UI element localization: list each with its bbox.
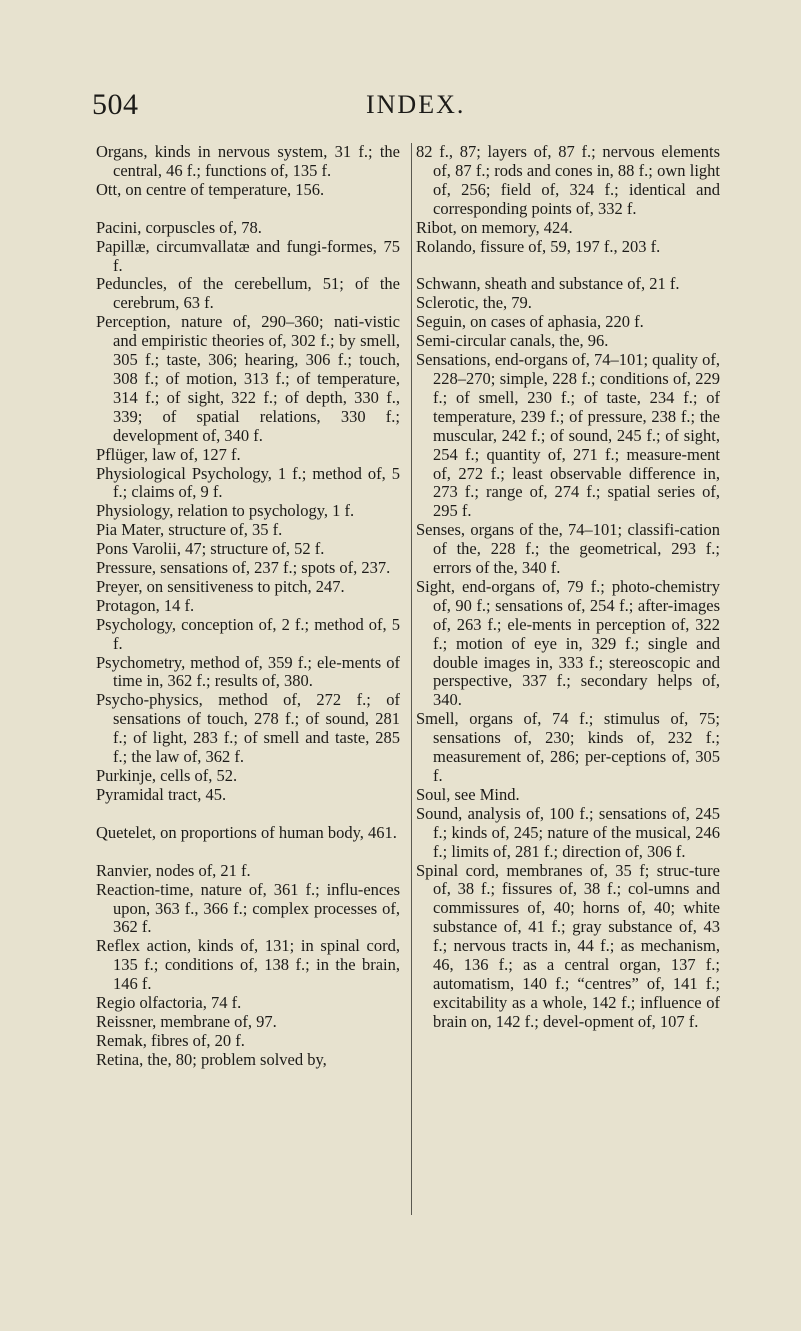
page-title: INDEX.	[366, 90, 466, 119]
index-entry: Schwann, sheath and substance of, 21 f.	[416, 274, 680, 294]
index-entry: Ribot, on memory, 424.	[416, 217, 573, 237]
index-column-left	[96, 143, 400, 1070]
index-entry: Psychometry, method of, 359 f.; ele-ments of time in, 362 f.; results of, 380.	[96, 652, 400, 691]
index-entry: Senses, organs of the, 74–101; classifi-cation of the, 228 f.; the geometrical, 293 f.; errors of the, 340 f.	[416, 520, 720, 578]
index-entry: Rolando, fissure of, 59, 197 f., 203 f.	[416, 236, 661, 256]
index-entry: Preyer, on sensitiveness to pitch, 247.	[96, 576, 345, 596]
index-entry: Semi-circular canals, the, 96.	[416, 331, 609, 351]
index-entry: Pia Mater, structure of, 35 f.	[96, 520, 283, 540]
index-entry: Soul, see Mind.	[416, 784, 520, 804]
index-entry: Sound, analysis of, 100 f.; sensations of, 245 f.; kinds of, 245; nature of the musical, 246 f.; limits of, 281 f.; direction of, 306 f.	[416, 803, 720, 861]
index-entry: Seguin, on cases of aphasia, 220 f.	[416, 312, 644, 332]
page-header	[0, 88, 801, 128]
index-entry: Reissner, membrane of, 97.	[96, 1011, 277, 1031]
index-entry: Ranvier, nodes of, 21 f.	[96, 860, 251, 880]
section-gap	[96, 200, 400, 219]
index-entry: Pyramidal tract, 45.	[96, 784, 227, 804]
index-entry: Pressure, sensations of, 237 f.; spots of, 237.	[96, 558, 391, 578]
index-entry: Remak, fibres of, 20 f.	[96, 1030, 245, 1050]
index-entry: Smell, organs of, 74 f.; stimulus of, 75; sensations of, 230; kinds of, 232 f.; measurement of, 286; per-ceptions of, 305 f.	[416, 709, 720, 785]
column-divider	[411, 143, 412, 1215]
section-gap	[416, 256, 720, 275]
index-entry: Papillæ, circumvallatæ and fungi-formes, 75 f.	[96, 236, 400, 275]
index-entry: Psycho-physics, method of, 272 f.; of sensations of touch, 278 f.; of sound, 281 f.; of light, 283 f.; of smell and taste, 285 f.; the law of, 362 f.	[96, 690, 400, 767]
index-entry: Purkinje, cells of, 52.	[96, 766, 238, 785]
index-entry: Sensations, end-organs of, 74–101; quality of, 228–270; simple, 228 f.; conditions of, 229 f.; of smell, 230 f.; of taste, 234 f.; of temperature, 239 f.; of pressure, 238 f.; the muscular, 242 f.; of sound, 245 f.; of sight, 254 f.; quantity of, 271 f.; measure-ment of, 272 f.; least observable difference in, 273 f.; range of, 274 f.; spatial series of, 295 f.	[416, 350, 720, 521]
index-entry: Quetelet, on proportions of human body, 461.	[96, 822, 397, 842]
index-entry: Spinal cord, membranes of, 35 f; struc-ture of, 38 f.; fissures of, 38 f.; col-umns and commissures of, 40; horns of, 40; white substance of, 41 f.; gray substance of, 43 f.; nervous tracts in, 44 f.; as mechanism, 46, 136 f.; as a central organ, 137 f.; automatism, 140 f.; “centres” of, 141 f.; excitability as a whole, 142 f.; influence of brain on, 142 f.; devel-opment of, 107 f.	[416, 860, 720, 1031]
index-entry: Peduncles, of the cerebellum, 51; of the cerebrum, 63 f.	[96, 274, 400, 313]
index-entry: Ott, on centre of temperature, 156.	[96, 179, 325, 199]
section-gap	[96, 805, 400, 824]
index-entry: Sight, end-organs of, 79 f.; photo-chemistry of, 90 f.; sensations of, 254 f.; after-images of, 263 f.; ele-ments in perception of, 322 f.; motion of eye in, 329 f.; single and double images in, 333 f.; stereoscopic and perspective, 337 f.; secondary helps of, 340.	[416, 576, 720, 710]
index-entry: Reflex action, kinds of, 131; in spinal cord, 135 f.; conditions of, 138 f.; in the brain, 146 f.	[96, 936, 400, 994]
index-entry: Pons Varolii, 47; structure of, 52 f.	[96, 539, 325, 559]
index-entry: Physiological Psychology, 1 f.; method of, 5 f.; claims of, 9 f.	[96, 463, 400, 502]
index-entry: Pflüger, law of, 127 f.	[96, 444, 241, 464]
index-entry: Pacini, corpuscles of, 78.	[96, 217, 262, 237]
page-number: 504	[92, 88, 139, 121]
section-gap	[96, 843, 400, 862]
index-column-right	[416, 143, 720, 1032]
index-entry: Organs, kinds in nervous system, 31 f.; the central, 46 f.; functions of, 135 f.	[96, 142, 400, 180]
index-entry: Regio olfactoria, 74 f.	[96, 993, 242, 1013]
index-entry: Reaction-time, nature of, 361 f.; influ-ences upon, 363 f., 366 f.; complex processes of, 362 f.	[96, 879, 400, 937]
index-entry: Retina, the, 80; problem solved by,	[96, 1049, 327, 1069]
index-entry: Physiology, relation to psychology, 1 f.	[96, 501, 355, 521]
index-entry: 82 f., 87; layers of, 87 f.; nervous elements of, 87 f.; rods and cones in, 88 f.; own light of, 256; field of, 324 f.; identical and corresponding points of, 332 f.	[416, 142, 720, 218]
index-entry: Sclerotic, the, 79.	[416, 293, 532, 313]
index-entry: Psychology, conception of, 2 f.; method of, 5 f.	[96, 614, 400, 653]
index-entry: Protagon, 14 f.	[96, 595, 195, 615]
index-entry: Perception, nature of, 290–360; nati-vistic and empiristic theories of, 302 f.; by smell, 305 f.; taste, 306; hearing, 306 f.; touch, 308 f.; of motion, 313 f.; of temperature, 314 f.; of sight, 322 f.; of depth, 330 f., 339; of spatial relations, 330 f.; development of, 340 f.	[96, 312, 400, 445]
